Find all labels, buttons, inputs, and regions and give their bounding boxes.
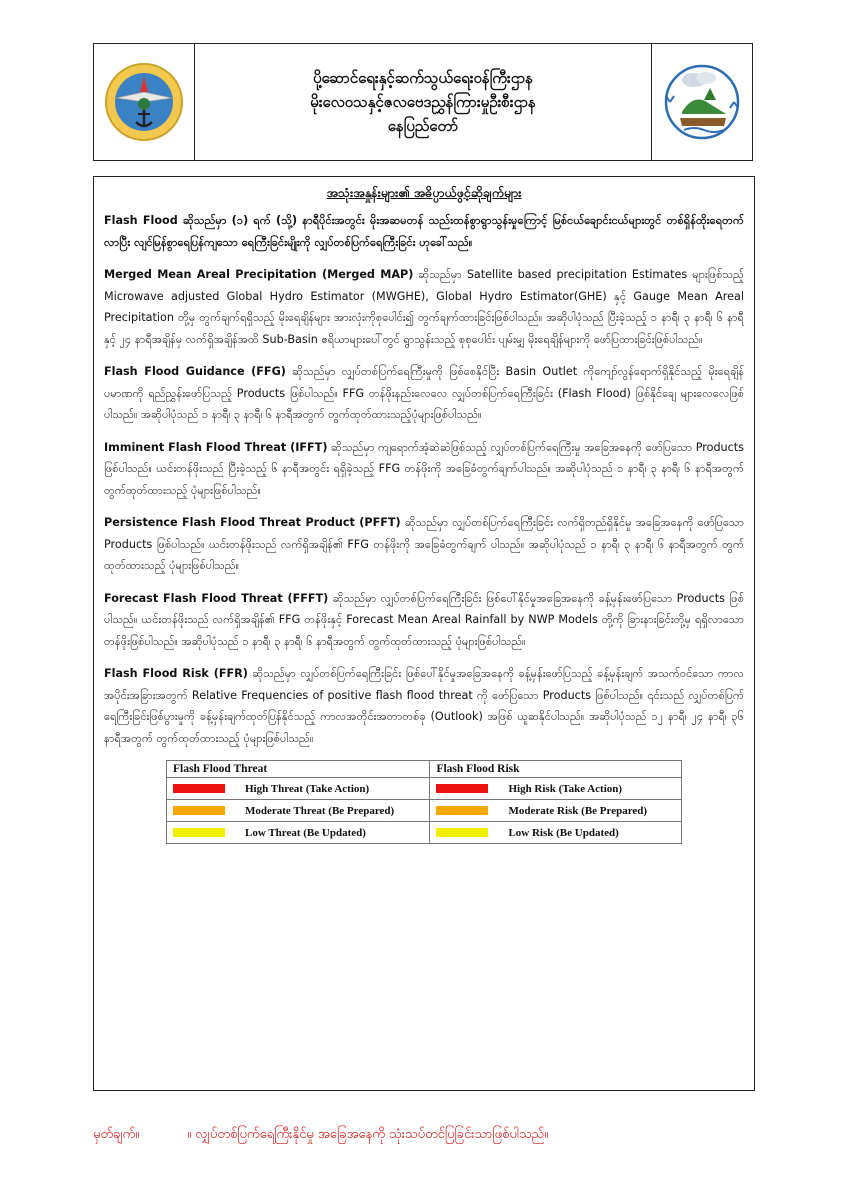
definition-text: ဆိုသည်မှာ လျှပ်တစ်ပြက်ရေကြီးမှုကို ဖြစ်စေနိုင်ပြီး Basin Outlet ကိုကျော်လွန်ရောက်ရှိနိုင်သည့် မိုးရေချိန်ပမာဏကို ရည်ညွှန်းဖော်ပြသည့် Products ဖြစ်ပါသည်။ FFG တန်ဖိုးနည်းလေလေ လျှပ်တစ်ပြက်ရေကြီးခြင်း (Flash Flood) ဖြစ်နိုင်ချေ များလေလေဖြစ်ပါသည်။ အဆိုပါပုံသည် ၁ နာရီ၊ ၃ နာရီ၊ ၆ နာရီအတွက် တွက်ထုတ်ထားသည့်ပုံများဖြစ်ပါသည်။ (104, 365, 744, 421)
definition-ffg (104, 361, 744, 426)
legend-risk-cell (430, 800, 682, 822)
legend-label: High Threat (Take Action) (245, 782, 370, 795)
legend-threat-cell (167, 800, 430, 822)
remark-note (93, 1126, 548, 1145)
legend-row-high (167, 778, 682, 800)
legend-label: Moderate Threat (Be Prepared) (245, 804, 395, 817)
orange-swatch (436, 806, 488, 815)
definition-ffft (104, 588, 744, 653)
right-logo-cell (651, 44, 752, 160)
legend-row-moderate (167, 800, 682, 822)
definition-term: Persistence Flash Flood Threat Product (PFFT) (104, 516, 401, 529)
yellow-swatch (436, 828, 488, 837)
definitions-panel (93, 176, 755, 1091)
ministry-name: ပို့ဆောင်ရေးနှင့်ဆက်သွယ်ရေးဝန်ကြီးဌာန (313, 68, 533, 87)
definition-pfft (104, 512, 744, 577)
hydrologic-cycle-icon (660, 52, 744, 152)
legend-label: Moderate Risk (Be Prepared) (508, 804, 648, 817)
legend-header-row (167, 761, 682, 778)
red-swatch (436, 784, 488, 793)
definition-term: Flash Flood Risk (FFR) (104, 667, 248, 680)
yellow-swatch (173, 828, 225, 837)
legend-label: Low Threat (Be Updated) (245, 826, 366, 839)
definition-text: ဆိုသည်မှာ Satellite based precipitation Estimates များဖြစ်သည့် Microwave adjusted Global Hydro Estimator (MWGHE), Global Hydro Estimator(GHE) နှင့် Gauge Mean Areal Precipitation တို့မှ တွက်ချက်ရရှိသည့် မိုးရေချိန်များ အားလုံးကိုစုပေါင်း၍ တွက်ချက်ထားခြင်းဖြစ်ပါသည်။ အဆိုပါပုံသည် ပြီးခဲ့သည့် ၁ နာရီ၊ ၃ နာရီ၊ ၆ နာရီနှင့် ၂၄ နာရီအချိန်မှ လက်ရှိအချိန်အထိ Sub-Basin ဧရိယာများပေါ်တွင် ရွာသွန်းသည့် စုစုပေါင်း ပျမ်းမျှ မိုးရေချိန်များကို ဖော်ပြထားခြင်းဖြစ်ပါသည်။ (104, 268, 744, 346)
definition-text: ဆိုသည်မှာ လျှပ်တစ်ပြက်ရေကြီးခြင်း လက်ရှိတည်ရှိနိုင်မှု အခြေအနေကို ဖော်ပြသော Products ဖြစ်ပါသည်။ ယင်းတန်ဖိုးသည် လက်ရှိအချိန်၏ FFG တန်ဖိုးကို အခြေခံတွက်ချက် ပါသည်။ အဆိုပါပုံသည် ၁ နာရီ၊ ၃ နာရီ၊ ၆ နာရီအတွက် တွက်ထုတ်ထားသည့် ပုံများဖြစ်ပါသည်။ (104, 516, 744, 572)
ministry-emblem-icon (102, 52, 186, 152)
definition-term: Imminent Flash Flood Threat (IFFT) (104, 440, 328, 454)
definition-ffr (104, 663, 744, 749)
left-logo-cell (94, 44, 195, 160)
orange-swatch (173, 806, 225, 815)
header-title-block (195, 44, 651, 160)
definition-text: ဆိုသည်မှာ လျှပ်တစ်ပြက်ရေကြီးခြင်း ဖြစ်ပေါ်နိုင်မှုအခြေအနေကို ခန့်မှန်းဖော်ပြသော Products ဖြစ်ပါသည်။ ယင်းတန်ဖိုးသည် လက်ရှိအချိန်၏ FFG တန်ဖိုးနှင့် Forecast Mean Areal Rainfall by NWP Models တို့ကို ခြားနားခြင်းတို့မှ ရရှိလာသော တန်ဖိုးဖြစ်ပါသည်။ အဆိုပါပုံသည် ၁ နာရီ၊ ၃ နာရီ၊ ၆ နာရီအတွက် တွက်ထုတ်ထားသည့် ပုံများဖြစ်ပါသည်။ (104, 591, 744, 648)
legend-label: High Risk (Take Action) (508, 782, 623, 795)
definition-term: Merged Mean Areal Precipitation (Merged MAP) (104, 268, 414, 281)
legend-risk-cell (430, 822, 682, 844)
legend-threat-cell (167, 822, 430, 844)
definition-term: Forecast Flash Flood Threat (FFFT) (104, 591, 329, 605)
risk-column-header: Flash Flood Risk (430, 761, 682, 778)
legend-row-low (167, 822, 682, 844)
location-name: နေပြည်တော် (387, 117, 459, 136)
definition-merged-map (104, 264, 744, 350)
department-name: မိုးလေဝသနှင့်ဇလဗေဒညွှန်ကြားမှုဦးစီးဌာန (310, 92, 536, 111)
red-swatch (173, 784, 225, 793)
threat-column-header: Flash Flood Threat (167, 761, 430, 778)
remark-label: မှတ်ချက်။ (93, 1127, 140, 1142)
legend-risk-cell (430, 778, 682, 800)
document-header (93, 43, 753, 161)
legend-label: Low Risk (Be Updated) (508, 826, 619, 839)
remark-text: ။ လျှပ်တစ်ပြက်ရေကြီးနိုင်မှု အခြေအနေကို သုံးသပ်တင်ပြခြင်းသာဖြစ်ပါသည်။ (187, 1127, 549, 1142)
definition-text: ဆိုသည်မှာ လျှပ်တစ်ပြက်ရေကြီးခြင်း ဖြစ်ပေါ်နိုင်မှုအခြေအနေကို ခန့်မှန်းဖော်ပြသည့် ခန့်မှန်းချက် အသက်ဝင်သော ကာလအပိုင်းအခြားအတွက် Relative Frequencies of positive flash flood threat ကို ဖော်ပြသော Products ဖြစ်ပါသည်။ ၎င်းသည် လျှပ်တစ်ပြက်ရေကြီးခြင်းဖြစ်ပွားမှုကို ခန့်မှန်းချက်ထုတ်ပြန်နိုင်သည့် ကာလအတိုင်းအတာတစ်ခု (Outlook) အဖြစ် ယူဆနိုင်ပါသည်။ အဆိုပါပုံသည် ၁၂ နာရီ၊ ၂၄ နာရီ၊ ၃၆ နာရီအတွက် တွက်ထုတ်ထားသည့် ပုံများဖြစ်ပါသည်။ (104, 667, 744, 745)
legend-threat-cell (167, 778, 430, 800)
threat-risk-legend-table (166, 760, 682, 844)
flash-flood-definition: Flash Flood ဆိုသည်မှာ (၁) ရက် (သို့) နာရီပိုင်းအတွင်း မိုးအဆမတန် သည်းထန်စွာရွာသွန်းမှုကြောင့် မြစ်ငယ်ချောင်းငယ်များတွင် တစ်ရှိန်ထိုးရေတက်လာပြီး လျင်မြန်စွာရေပြန်ကျသော ရေကြီးခြင်းမျိုးကို လျှပ်တစ်ပြက်ရေကြီးခြင်း ဟုခေါ်သည်။ (104, 214, 744, 249)
definition-text: ဆိုသည်မှာ ကျရောက်အံ့ဆဲဆဲဖြစ်သည့် လျှပ်တစ်ပြက်ရေကြီးမှု အခြေအနေကို ဖော်ပြသော Products ဖြစ်ပါသည်။ ယင်းတန်ဖိုးသည် ပြီးခဲ့သည့် ၆ နာရီအတွင်း ရရှိခဲ့သည့် FFG တန်ဖိုးကို အခြေခံတွက်ချက်ပါသည်။ အဆိုပါပုံသည် ၁ နာရီ၊ ၃ နာရီ၊ ၆ နာရီအတွက် တွက်ထုတ်ထားသည့် ပုံများဖြစ်ပါသည်။ (104, 440, 745, 497)
definition-term: Flash Flood Guidance (FFG) (104, 365, 286, 378)
section-title: အသုံးအနှုန်းများ၏ အဓိပ္ပာယ်ဖွင့်ဆိုချက်များ (326, 185, 522, 200)
definition-ifft (104, 437, 744, 502)
